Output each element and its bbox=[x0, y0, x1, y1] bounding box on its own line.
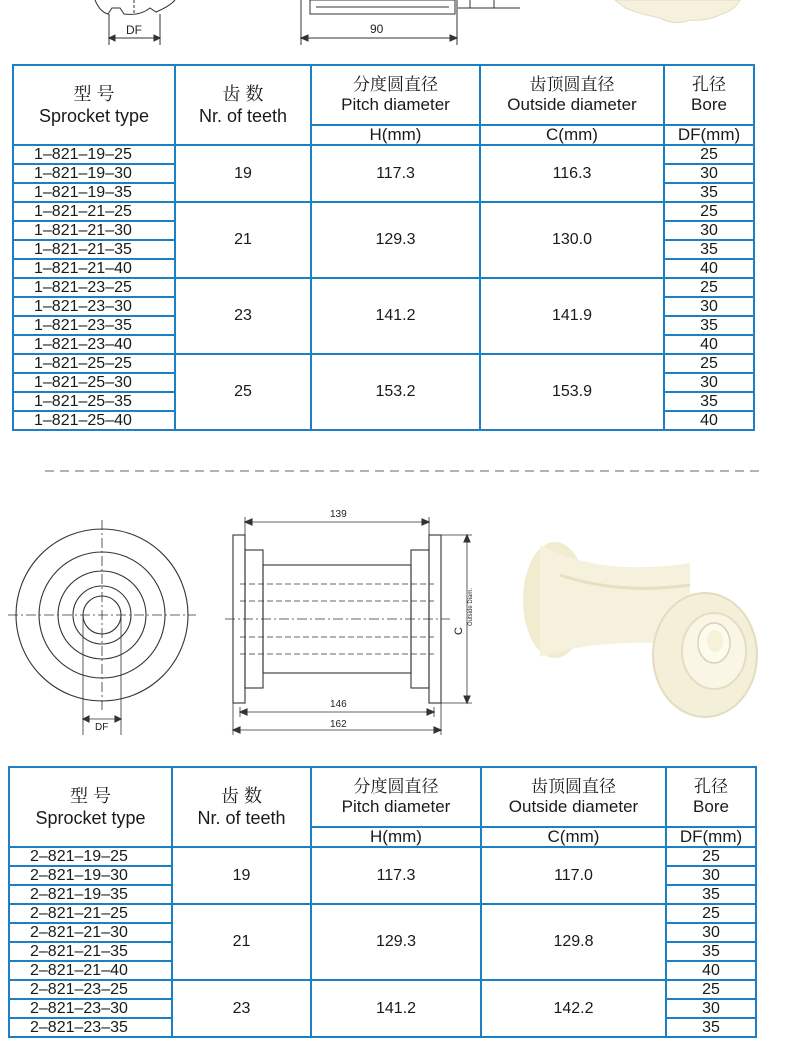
top-part-photo bbox=[615, 0, 740, 23]
pitch-diameter-cell: 117.3 bbox=[311, 847, 481, 904]
sprocket-table-series-1 bbox=[12, 64, 755, 431]
bore-cell: 40 bbox=[666, 961, 756, 980]
bore-cell: 35 bbox=[664, 240, 754, 259]
sprocket-type-cell: 1–821–23–40 bbox=[13, 335, 175, 354]
outside-diameter-cell: 116.3 bbox=[480, 145, 664, 202]
side-view-drawing bbox=[225, 517, 472, 735]
header-pitch bbox=[311, 65, 480, 125]
teeth-cell: 23 bbox=[172, 980, 311, 1037]
side-c-label: C bbox=[453, 627, 465, 635]
teeth-cell: 19 bbox=[175, 145, 311, 202]
pitch-diameter-cell: 141.2 bbox=[311, 980, 481, 1037]
sprocket-type-cell: 2–821–23–35 bbox=[9, 1018, 172, 1037]
sprocket-type-cell: 1–821–23–35 bbox=[13, 316, 175, 335]
table2-body bbox=[9, 847, 756, 1037]
sprocket-type-cell: 1–821–19–35 bbox=[13, 183, 175, 202]
header-bore-en: Bore bbox=[693, 797, 729, 816]
bore-cell: 25 bbox=[664, 354, 754, 373]
bore-cell: 35 bbox=[664, 392, 754, 411]
header-bore-cn: 孔径 bbox=[694, 777, 728, 796]
front-df-label: DF bbox=[95, 722, 109, 733]
outside-diameter-cell: 117.0 bbox=[481, 847, 666, 904]
header-bore bbox=[664, 65, 754, 125]
header-outside-unit: C(mm) bbox=[481, 827, 666, 847]
bore-cell: 40 bbox=[664, 335, 754, 354]
sprocket-table-series-2 bbox=[8, 766, 757, 1038]
bore-cell: 25 bbox=[666, 847, 756, 866]
sprocket-type-cell: 1–821–21–25 bbox=[13, 202, 175, 221]
table-row bbox=[9, 904, 756, 923]
outside-diameter-cell: 142.2 bbox=[481, 980, 666, 1037]
header-type-en: Sprocket type bbox=[35, 808, 146, 828]
header-sprocket-type bbox=[9, 767, 172, 847]
header-outside bbox=[481, 767, 666, 827]
bore-cell: 30 bbox=[664, 221, 754, 240]
part-photo bbox=[523, 542, 757, 717]
section-divider bbox=[0, 468, 790, 474]
outside-diameter-cell: 130.0 bbox=[480, 202, 664, 278]
table-row bbox=[13, 145, 754, 164]
table-row bbox=[13, 354, 754, 373]
header-type-cn: 型 号 bbox=[69, 786, 111, 806]
outside-diameter-cell: 141.9 bbox=[480, 278, 664, 354]
bore-cell: 40 bbox=[664, 259, 754, 278]
bore-cell: 25 bbox=[666, 904, 756, 923]
header-teeth bbox=[172, 767, 311, 847]
bore-cell: 25 bbox=[664, 145, 754, 164]
bore-cell: 30 bbox=[666, 866, 756, 885]
pitch-diameter-cell: 153.2 bbox=[311, 354, 480, 430]
top-drawing bbox=[0, 0, 790, 60]
bore-cell: 40 bbox=[664, 411, 754, 430]
pitch-diameter-cell: 129.3 bbox=[311, 202, 480, 278]
bore-cell: 25 bbox=[666, 980, 756, 999]
bore-cell: 30 bbox=[664, 373, 754, 392]
table1-body bbox=[13, 145, 754, 430]
sprocket-type-cell: 2–821–23–25 bbox=[9, 980, 172, 999]
header-pitch-cn: 分度圆直径 bbox=[353, 777, 439, 796]
side-c-caption: Outside Diam. bbox=[468, 587, 474, 626]
header-bore-unit: DF(mm) bbox=[664, 125, 754, 145]
sprocket-type-cell: 2–821–19–25 bbox=[9, 847, 172, 866]
sprocket-type-cell: 2–821–21–25 bbox=[9, 904, 172, 923]
side-bottom-dim: 162 bbox=[330, 719, 347, 730]
header-pitch-unit: H(mm) bbox=[311, 125, 480, 145]
header-bore-cn: 孔径 bbox=[692, 75, 726, 94]
header-pitch-en: Pitch diameter bbox=[341, 95, 450, 114]
header-pitch-unit: H(mm) bbox=[311, 827, 481, 847]
header-outside-unit: C(mm) bbox=[480, 125, 664, 145]
header-teeth-en: Nr. of teeth bbox=[197, 808, 286, 828]
header-teeth-cn: 齿 数 bbox=[220, 786, 262, 806]
bore-cell: 35 bbox=[664, 183, 754, 202]
header-teeth-cn: 齿 数 bbox=[222, 84, 264, 104]
teeth-cell: 19 bbox=[172, 847, 311, 904]
header-bore bbox=[666, 767, 756, 827]
bore-cell: 30 bbox=[666, 999, 756, 1018]
sprocket-type-cell: 1–821–19–30 bbox=[13, 164, 175, 183]
header-outside-en: Outside diameter bbox=[507, 95, 637, 114]
bore-cell: 35 bbox=[664, 316, 754, 335]
sprocket-type-cell: 1–821–21–40 bbox=[13, 259, 175, 278]
bore-cell: 30 bbox=[666, 923, 756, 942]
teeth-cell: 23 bbox=[175, 278, 311, 354]
outside-diameter-cell: 153.9 bbox=[480, 354, 664, 430]
header-type-cn: 型 号 bbox=[73, 84, 115, 104]
sprocket-type-cell: 1–821–21–35 bbox=[13, 240, 175, 259]
top-side-view bbox=[301, 0, 520, 45]
bore-cell: 30 bbox=[664, 297, 754, 316]
header-bore-en: Bore bbox=[691, 95, 727, 114]
top-df-label: DF bbox=[126, 23, 142, 37]
side-top-dim: 139 bbox=[330, 509, 347, 520]
bore-cell: 35 bbox=[666, 1018, 756, 1037]
table-row bbox=[13, 202, 754, 221]
sprocket-type-cell: 2–821–23–30 bbox=[9, 999, 172, 1018]
header-bore-unit: DF(mm) bbox=[666, 827, 756, 847]
header-teeth-en: Nr. of teeth bbox=[198, 106, 288, 126]
top-length-label: 90 bbox=[370, 22, 384, 36]
technical-drawing bbox=[0, 495, 790, 745]
sprocket-type-cell: 2–821–21–35 bbox=[9, 942, 172, 961]
header-outside bbox=[480, 65, 664, 125]
bore-cell: 25 bbox=[664, 202, 754, 221]
sprocket-type-cell: 1–821–21–30 bbox=[13, 221, 175, 240]
side-inner-dim: 146 bbox=[330, 699, 347, 710]
outside-diameter-cell: 129.8 bbox=[481, 904, 666, 980]
sprocket-type-cell: 2–821–21–30 bbox=[9, 923, 172, 942]
sprocket-type-cell: 2–821–19–30 bbox=[9, 866, 172, 885]
table-row bbox=[9, 847, 756, 866]
sprocket-type-cell: 1–821–19–25 bbox=[13, 145, 175, 164]
header-outside-cn: 齿顶圆直径 bbox=[531, 777, 616, 796]
header-pitch bbox=[311, 767, 481, 827]
table-row bbox=[9, 980, 756, 999]
header-outside-cn: 齿顶圆直径 bbox=[529, 75, 615, 94]
sprocket-type-cell: 1–821–23–25 bbox=[13, 278, 175, 297]
bore-cell: 25 bbox=[664, 278, 754, 297]
sprocket-type-cell: 1–821–25–30 bbox=[13, 373, 175, 392]
pitch-diameter-cell: 117.3 bbox=[311, 145, 480, 202]
pitch-diameter-cell: 141.2 bbox=[311, 278, 480, 354]
sprocket-type-cell: 2–821–19–35 bbox=[9, 885, 172, 904]
sprocket-type-cell: 2–821–21–40 bbox=[9, 961, 172, 980]
front-view-drawing bbox=[8, 520, 196, 735]
bore-cell: 30 bbox=[664, 164, 754, 183]
header-pitch-cn: 分度圆直径 bbox=[353, 75, 438, 94]
header-pitch-en: Pitch diameter bbox=[341, 797, 451, 816]
pitch-diameter-cell: 129.3 bbox=[311, 904, 481, 980]
bore-cell: 35 bbox=[666, 885, 756, 904]
sprocket-type-cell: 1–821–23–30 bbox=[13, 297, 175, 316]
sprocket-type-cell: 1–821–25–40 bbox=[13, 411, 175, 430]
teeth-cell: 21 bbox=[172, 904, 311, 980]
table-row bbox=[13, 278, 754, 297]
header-type-en: Sprocket type bbox=[38, 106, 150, 126]
header-teeth bbox=[175, 65, 311, 145]
header-sprocket-type bbox=[13, 65, 175, 145]
sprocket-type-cell: 1–821–25–25 bbox=[13, 354, 175, 373]
sprocket-type-cell: 1–821–25–35 bbox=[13, 392, 175, 411]
header-outside-en: Outside diameter bbox=[508, 797, 639, 816]
bore-cell: 35 bbox=[666, 942, 756, 961]
teeth-cell: 21 bbox=[175, 202, 311, 278]
teeth-cell: 25 bbox=[175, 354, 311, 430]
